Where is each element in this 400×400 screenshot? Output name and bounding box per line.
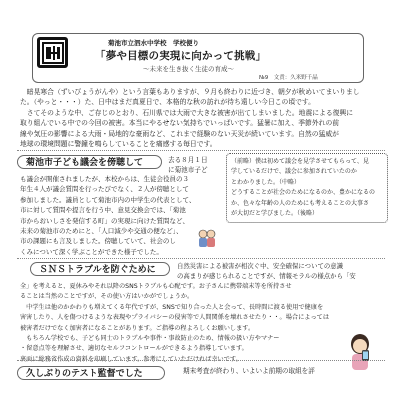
section1-line: も議会が開催されましたが、本校からは、生徒会役員の３ [20, 175, 189, 183]
section2-body [20, 282, 329, 365]
intro-line: 暗晃寒合（ずいびょうがんや）という言葉もありますが、９月も終わりに近づき、朝夕が秋めいてまいりまし [20, 88, 360, 96]
section2-lead-line: の高まりが感じられることですが、情報モラルの様点から「安 [177, 272, 356, 281]
section1-line: くみについて深く学ぶことができた様子でした。 [20, 247, 163, 256]
newsletter-subtitle: ～未来を生き抜く生徒の育成～ [143, 65, 234, 73]
newsletter-header [32, 33, 364, 83]
comment-line: か、色々な年齢の人のためにも考えることの大事さ [231, 199, 370, 207]
intro-paragraph [20, 87, 360, 149]
comment-line: 学しているだけで、議会に参加されていたのか [231, 168, 357, 176]
student-comment [231, 157, 383, 219]
section-heading-sns-trouble: ＳＮＳトラブルを防ぐために [30, 262, 170, 276]
section-heading-test-proctor: 久しぶりのテスト監督でした [17, 366, 165, 380]
student-comment-box [226, 153, 388, 223]
newsletter-title: 「夢や目標の実現に向かって挑戦」 [95, 50, 267, 62]
school-emblem-icon [42, 42, 64, 64]
school-logo [37, 37, 68, 68]
section1-line: 年生４人が議会質問を行ったびでなく、２人が傍聴として [20, 185, 189, 194]
comment-line: （前略）僕は初めて議会を見学させてもらって、見 [231, 158, 369, 165]
issue-number: №9 文責：久米野千晶 [259, 75, 318, 81]
comment-line: どうすることが社会のためになるのか、豊かになるの [231, 189, 376, 197]
section1-lead-line: 去る８月１日 [168, 156, 208, 164]
section1-lead [168, 155, 208, 176]
smartphone-girl-illustration-icon [342, 332, 378, 372]
section2-line: もちろん学校でも、子ども同士のトラブルや事件・事故防止のため、情報の扱い方やマナー [20, 334, 280, 342]
students-illustration-icon [196, 228, 218, 250]
intro-line: 地球の環境問題に警鐘を鳴らしていることを痛感する毎日です。 [20, 139, 217, 148]
section-divider [17, 258, 385, 259]
section1-lead-line: に菊池市子ど [168, 166, 208, 175]
section2-lead-line: 自然災害による被害が相次ぐ中、安全確保についての意識 [177, 262, 344, 270]
intro-line: さてそのような中、ご存じのとおり、石川県では大雨で大きな被害が出てしまいました。地震による復興に [20, 108, 354, 117]
section1-line: 未来の菊池市のためにと、「人口減少や交通の便など」、 [20, 226, 183, 235]
section2-line: ・留意点等を理解させ、適切なセルフコントロールができるよう指導しています。 [20, 345, 248, 353]
section-divider [17, 150, 385, 151]
section2-lead [177, 262, 356, 283]
section-divider [17, 360, 385, 361]
section2-line: 害害したり、人を傷つけるような表現やプライバシーの侵害等で人間関係を壊れさせたり・・。場合によっては [20, 314, 330, 322]
section1-line: 参加しました。議員として菊池市内の中学生の代表として、 [20, 195, 196, 204]
section1-line: 市の課題にも言及しました。傍聴していて、社会のし [20, 237, 176, 246]
section2-line: ることは当然のことですが、その使い方はいかがでしょうか。 [20, 293, 194, 301]
section2-line: 裏面に総務省作成の資料を印刷しています。参考にしていただければ幸いです。 [20, 355, 242, 363]
section1-line: 市からおいしさを発信する町」の実現に向けた質問など、 [20, 216, 189, 225]
intro-line: 線や気圧の影響による大雨・局地的な豪雨など、これまで経験のない天災が続いています。自然の猛威が [20, 129, 339, 138]
section1-line: 市に対して質問や提言を行う中、意見交換会では、「菊池 [20, 206, 186, 215]
section3-lead-line: 期末考査が終わり、いよいよ前期の取組を評 [183, 367, 315, 375]
section2-line: 中学生は他のかかわりも増えてくる年代ですが、SNSで知り合った人と会って、長時間に渡る使用で健康を [20, 303, 324, 311]
comment-line: が大切だと学びました。（後略） [231, 209, 319, 217]
section2-line: 被害者だけでなく加害者になることがあります。ご指導の程よろしくお願いします。 [20, 324, 255, 332]
section2-line: 全」を考えると、夏休みやそれ以降のSNSトラブルも心配です。お子さんに携帯端末等を所持させ [20, 283, 292, 290]
comment-line: とわかりました。（中略） [231, 178, 301, 186]
intro-line: 取り組んでいる中での今回の被害。本当にやるせない気持ちでいっぱいです。猛暑に加え、季節外れの前 [20, 119, 340, 128]
section3-lead [183, 366, 315, 376]
intro-line: た。（やっと・・・）た、日中はまだ真夏日で、本格的な秋の訪れが待ち遠しい今日この頃です。 [20, 98, 315, 107]
school-line: 菊池市立泗水中学校 学校便り [108, 39, 199, 47]
section-heading-kids-assembly: 菊池市子ども議会を傍聴して [17, 155, 162, 169]
section1-body [20, 175, 195, 258]
